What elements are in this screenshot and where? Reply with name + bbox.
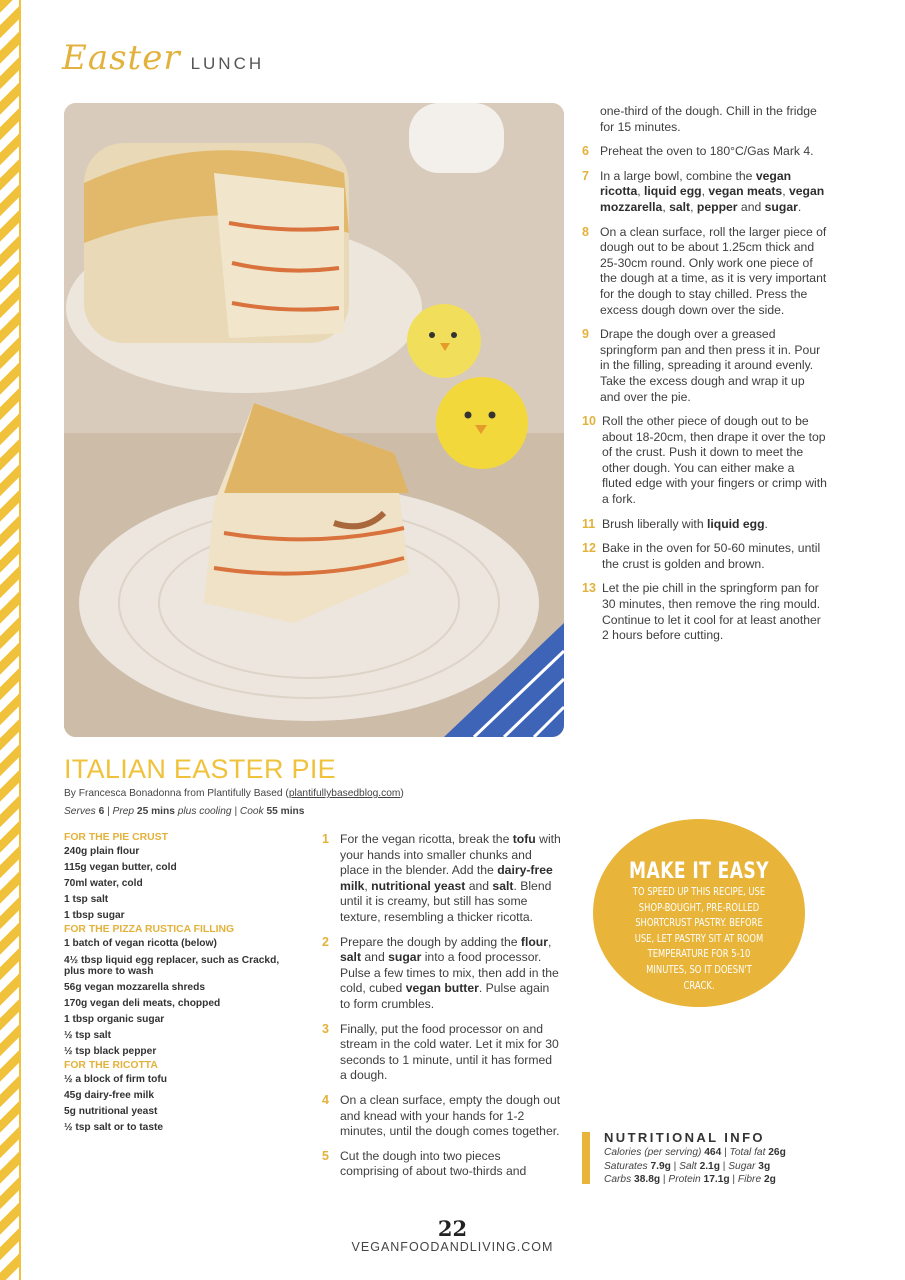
method-column-middle (322, 832, 562, 1189)
step-13: 13 Let the pie chill in the springform pan for 30 minutes, then remove the ring mould. Continue to let it cool for at least another 2 hours before cutting. (582, 581, 821, 643)
recipe-photo (64, 103, 564, 737)
step-8: 8 On a clean surface, roll the larger piece of dough out to be about 1.25cm thick and 25-30cm round. Only work one piece of the dough at a time, as it is very important for the dough to stay chilled. Press the excess dough down over the side. (582, 224, 827, 317)
ingredient-item: ½ tsp salt (64, 1030, 111, 1042)
blog-link[interactable]: plantifullybasedblog.com (288, 788, 401, 799)
ingredient-item: 70ml water, cold (64, 877, 143, 889)
section-header (62, 38, 264, 78)
step-2: 2 Prepare the dough by adding the flour, salt and sugar into a food processor. Pulse a few times to mix, then add in the cold, cubed vegan butter. Pulse again to form crumbles. (322, 934, 559, 1011)
step-5-continued: one-third of the dough. Chill in the fridge for 15 minutes. (600, 104, 817, 134)
ingredients-heading-filling: FOR THE PIZZA RUSTICA FILLING (64, 923, 235, 935)
ingredient-item: ½ tsp salt or to taste (64, 1121, 164, 1133)
page-number: 22 (437, 1216, 468, 1241)
ingredient-item: ½ a block of firm tofu (64, 1073, 168, 1085)
step-6: 6 Preheat the oven to 180°C/Gas Mark 4. (582, 144, 814, 159)
nutrition-line-1: Calories (per serving) 464 | Total fat 26g (604, 1147, 786, 1158)
ingredients-list (64, 832, 294, 1136)
pie-photo-icon (64, 103, 564, 737)
ingredient-item: 5g nutritional yeast (64, 1105, 158, 1117)
nutrition-info (604, 1129, 844, 1187)
ingredient-item: 56g vegan mozzarella shreds (64, 982, 205, 994)
method-column-right (582, 104, 827, 653)
step-3: 3 Finally, put the food processor on and stream in the cold water. Let it mix for 30 seconds to 1 minute, until it has formed a dough. (322, 1021, 559, 1083)
recipe-title: ITALIAN EASTER PIE (64, 754, 336, 784)
recipe-byline: By Francesca Bonadonna from Plantifully Based (plantifullybasedblog.com) (64, 788, 404, 799)
recipe-meta: Serves 6 | Prep 25 mins plus cooling | Cook 55 mins (64, 806, 305, 817)
chick-icon (407, 304, 481, 378)
make-it-easy-title: MAKE IT EASY (629, 859, 769, 884)
ingredient-item: 1 tbsp sugar (64, 909, 125, 921)
header-script-word: Easter (62, 38, 181, 78)
nutrition-accent-bar (582, 1132, 590, 1184)
step-4: 4 On a clean surface, empty the dough out and knead with your hands for 1-2 minutes, until the dough comes together. (322, 1092, 561, 1139)
step-5: 5 Cut the dough into two pieces comprising of about two-thirds and (322, 1148, 527, 1179)
ingredient-item: 240g plain flour (64, 846, 140, 857)
decorative-side-stripe (0, 0, 19, 1280)
ingredient-item: 1 tsp salt (64, 893, 109, 905)
make-it-easy-badge (593, 819, 805, 1007)
ingredients-heading-crust: FOR THE PIE CRUST (64, 832, 168, 843)
stripe-edge-line (19, 0, 21, 1280)
step-9: 9 Drape the dough over a greased springform pan and then press it in. Pour in the filling, spreading it around evenly. Take the excess dough and wrap it up and over the pie. (582, 327, 821, 404)
ingredient-item: ½ tsp black pepper (64, 1046, 157, 1058)
nutrition-title: NUTRITIONAL INFO (604, 1130, 765, 1145)
nutrition-line-2: Saturates 7.9g | Salt 2.1g | Sugar 3g (604, 1160, 771, 1172)
ingredient-item: 115g vegan butter, cold (64, 861, 177, 873)
header-section-word: LUNCH (190, 54, 265, 73)
step-12: 12 Bake in the oven for 50-60 minutes, until the crust is golden and brown. (582, 541, 821, 571)
website-url: VEGANFOODANDLIVING.COM (351, 1240, 554, 1254)
step-1: 1 For the vegan ricotta, break the tofu with your hands into smaller chunks and place in the blender. Add the dairy-free milk, nutritional yeast and salt. Blend until it is creamy, but still has some texture, resembling a thicker ricotta. (322, 832, 561, 924)
ingredient-item: 4½ tbsp liquid egg replacer, such as Crackd, plus more to wash (64, 955, 280, 978)
ingredient-item: 45g dairy-free milk (64, 1089, 155, 1101)
step-7: 7 In a large bowl, combine the vegan ricotta, liquid egg, vegan meats, vegan mozzarella, salt, pepper and sugar. (582, 168, 825, 214)
make-it-easy-text: TO SPEED UP THIS RECIPE, USE SHOP-BOUGHT, PRE-ROLLED SHORTCRUST PASTRY. BEFORE USE, LET PASTRY SIT AT ROOM TEMPERATURE FOR 5-10 MINUTES, SO IT DOESN'T CRACK. (632, 886, 766, 992)
nutrition-line-3: Carbs 38.8g | Protein 17.1g | Fibre 2g (604, 1174, 776, 1186)
ingredients-heading-ricotta: FOR THE RICOTTA (64, 1059, 158, 1071)
ingredient-item: 1 tbsp organic sugar (64, 1014, 165, 1026)
ingredient-item: 170g vegan deli meats, chopped (64, 998, 221, 1010)
step-11: 11 Brush liberally with liquid egg. (582, 516, 768, 531)
step-10: 10 Roll the other piece of dough out to be about 18-20cm, then drape it over the top of the crust. Push it down to meet the other dough. You can either make a fluted edge with your fingers or crimp with a fork. (582, 414, 827, 507)
ingredient-item: 1 batch of vegan ricotta (below) (64, 937, 217, 949)
